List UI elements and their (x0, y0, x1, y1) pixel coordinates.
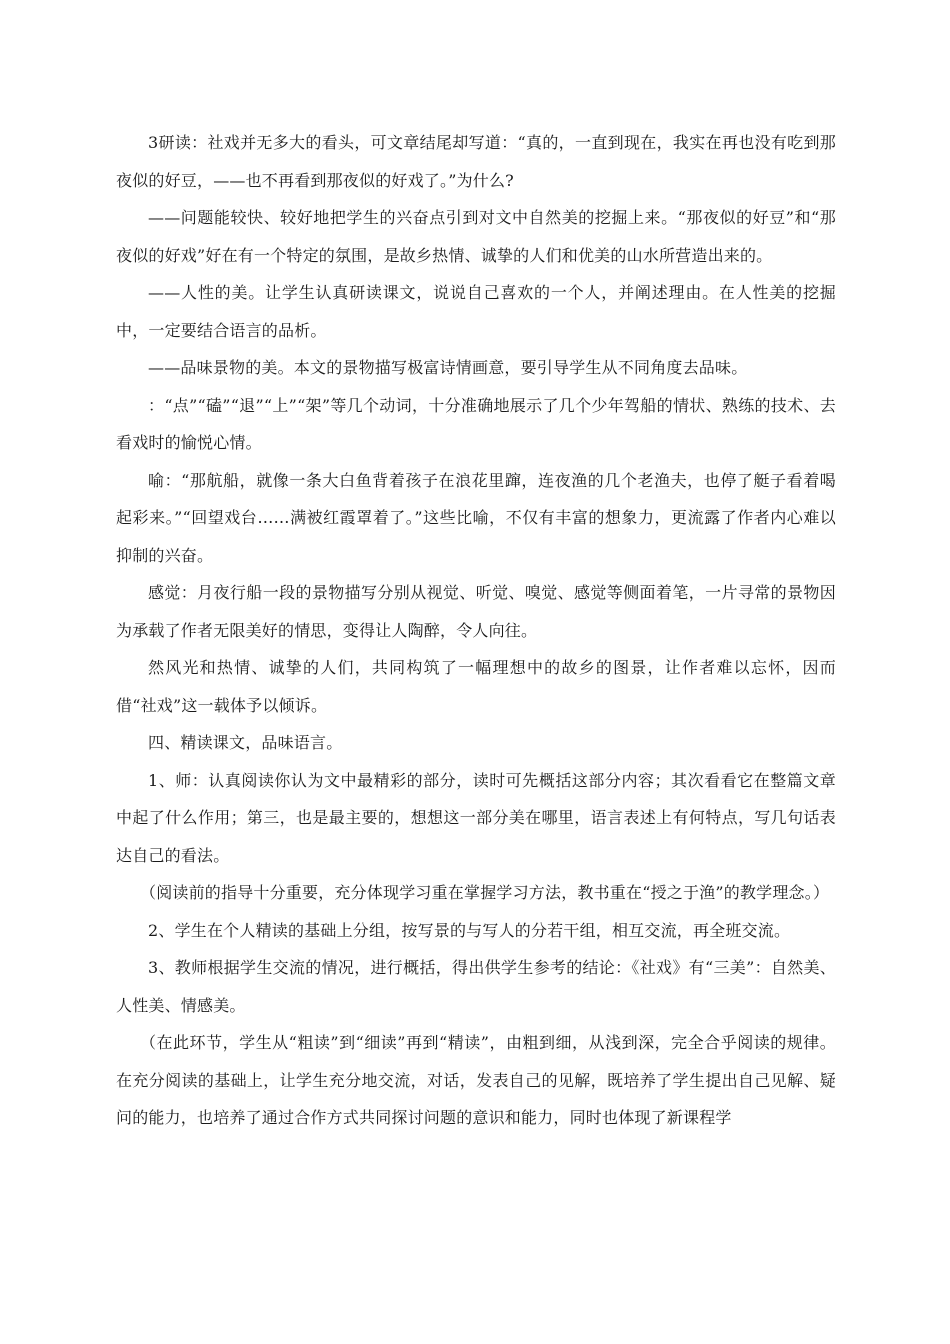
paragraph-human-beauty: ——人性的美。让学生认真研读课文，说说自己喜欢的一个人，并阐述理由。在人性美的挖掘中，一定要结合语言的品析。 (116, 283, 836, 340)
paragraph-verbs: ：“点”“磕”“退”“上”“架”等几个动词，十分准确地展示了几个少年驾船的情状、熟练的技术、去看戏时的愉悦心情。 (116, 395, 836, 452)
paragraph-step-3: 3、教师根据学生交流的情况，进行概括，得出供学生参考的结论：《社戏》有“三美”：自然美、人性美、情感美。 (116, 958, 836, 1015)
paragraph-metaphor: 喻：“那航船，就像一条大白鱼背着孩子在浪花里蹿，连夜渔的几个老渔夫，也停了艇子看着喝起彩来。”“回望戏台……满被红霞罩着了。”这些比喻，不仅有丰富的想象力，更流露了作者内心难以抑制的兴奋。 (116, 470, 836, 565)
paragraph-step-1: 1、师：认真阅读你认为文中最精彩的部分，读时可先概括这部分内容；其次看看它在整篇文章中起了什么作用；第三，也是最主要的，想想这一部分美在哪里，语言表述上有何特点，写几句话表达自己的看法。 (116, 770, 836, 865)
paragraph-note-2: （在此环节，学生从“粗读”到“细读”再到“精读”，由粗到细，从浅到深，完全合乎阅读的规律。在充分阅读的基础上，让学生充分地交流，对话，发表自己的见解，既培养了学生提出自己见解、疑问的能力，也培养了通过合作方式共同探讨问题的意识和能力，同时也体现了新课程学 (116, 1033, 836, 1127)
section-heading-close-reading: 四、精读课文，品味语言。 (148, 733, 343, 752)
paragraph-research-question: 3研读：社戏并无多大的看头，可文章结尾却写道：“真的，一直到现在，我实在再也没有吃到那夜似的好豆，——也不再看到那夜似的好戏了。”为什么? (116, 133, 836, 190)
paragraph-note-1: （阅读前的指导十分重要，充分体现学习重在掌握学习方法，教书重在“授之于渔”的教学理念。） (140, 883, 830, 902)
paragraph-step-2: 2、学生在个人精读的基础上分组，按写景的与写人的分若干组，相互交流，再全班交流。 (148, 920, 791, 940)
paragraph-senses: 感觉：月夜行船一段的景物描写分别从视觉、听觉、嗅觉、感觉等侧面着笔，一片寻常的景物因为承载了作者无限美好的情思，变得让人陶醉，令人向往。 (116, 583, 836, 640)
document-body (116, 124, 836, 1137)
paragraph-hometown-scene: 然风光和热情、诚挚的人们，共同构筑了一幅理想中的故乡的图景，让作者难以忘怀，因而借“社戏”这一载体予以倾诉。 (116, 658, 836, 715)
paragraph-scenery-beauty: ——品味景物的美。本文的景物描写极富诗情画意，要引导学生从不同角度去品味。 (148, 358, 748, 377)
paragraph-natural-beauty: ——问题能较快、较好地把学生的兴奋点引到对文中自然美的挖掘上来。“那夜似的好豆”和“那夜似的好戏”好在有一个特定的氛围，是故乡热情、诚挚的人们和优美的山水所营造出来的。 (116, 208, 836, 265)
